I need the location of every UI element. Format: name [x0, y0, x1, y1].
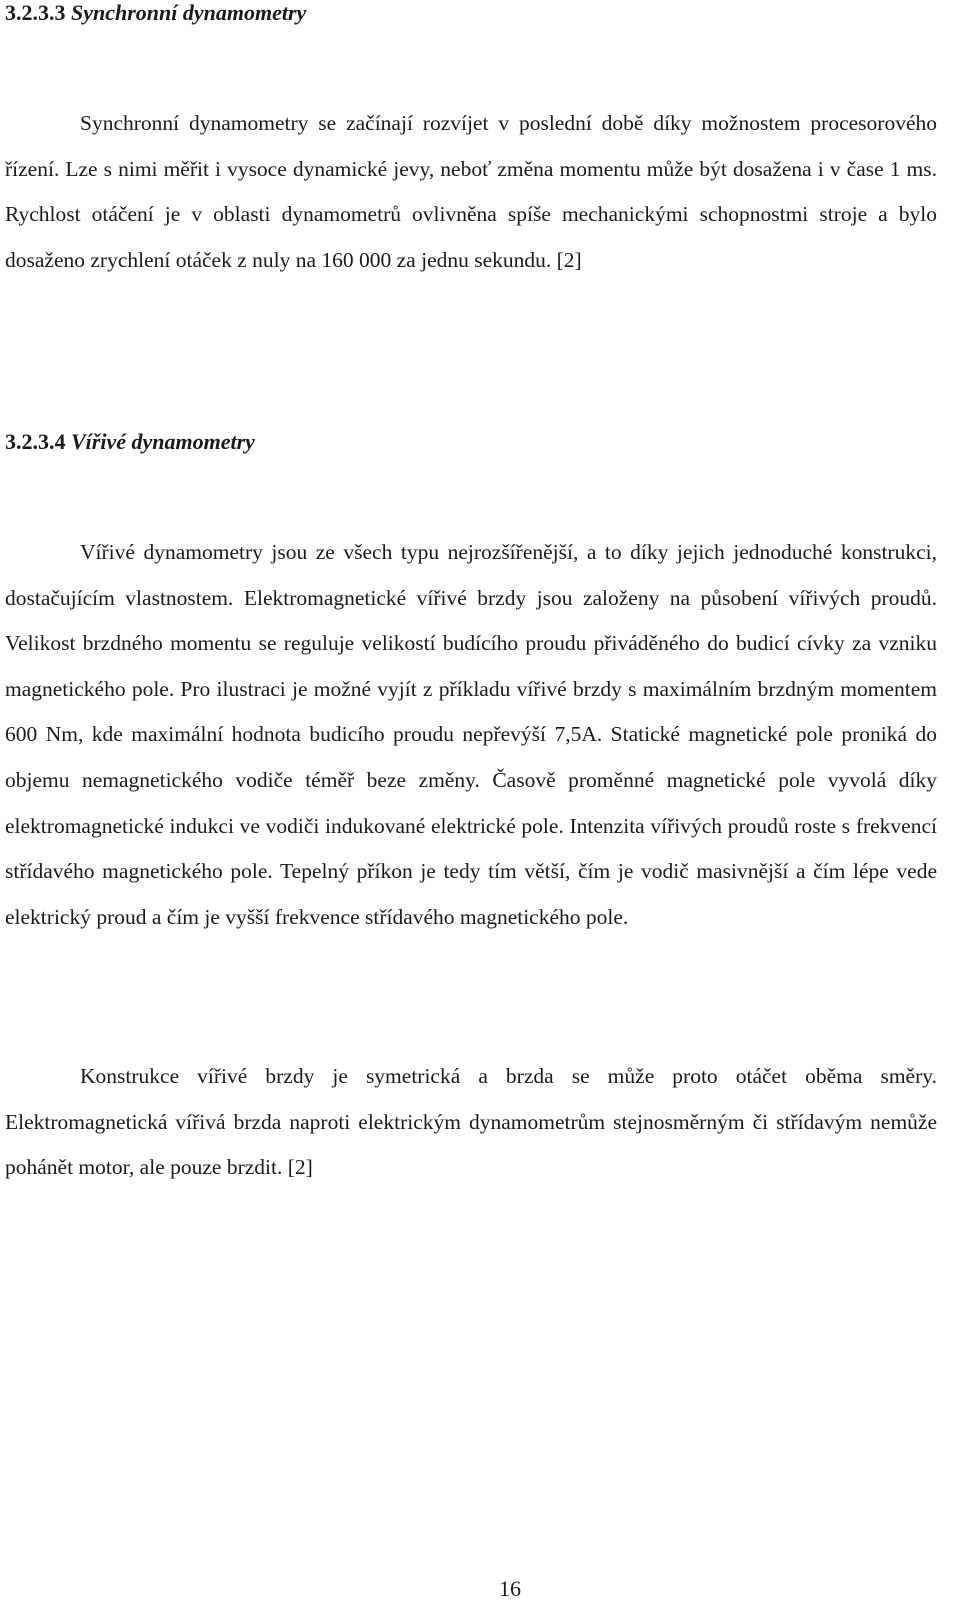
- page-number: 16: [499, 1576, 521, 1601]
- paragraph-synchronous-1: Synchronní dynamometry se začínají rozvíjet v poslední době díky možnostem procesorového řízení. Lze s nimi měřit i vysoce dynamické jevy, neboť změna momentu může být dosažena i v čase 1 ms. Rychlost otáčení je v oblasti dynamometrů ovlivněna spíše mechanickými schopnostmi stroje a bylo dosaženo zrychlení otáček z nuly na 160 000 za jednu sekundu. [2]: [5, 111, 937, 272]
- paragraph-eddy-current-2: Konstrukce vířivé brzdy je symetrická a brzda se může proto otáčet oběma směry. Elektromagnetická vířivá brzda naproti elektrickým dynamometrům stejnosměrným či střídavým nemůže pohánět motor, ale pouze brzdit. [2]: [5, 1064, 937, 1180]
- section-heading-synchronous: [5, 0, 306, 26]
- section-title: Vířivé dynamometry: [71, 429, 255, 454]
- section-heading-eddy-current: [5, 429, 255, 455]
- section-title: Synchronní dynamometry: [71, 0, 307, 25]
- section-number: 3.2.3.4: [5, 429, 66, 454]
- section-number: 3.2.3.3: [5, 0, 66, 25]
- paragraph-eddy-current-1: Vířivé dynamometry jsou ze všech typu nejrozšířenější, a to díky jejich jednoduché konstrukci, dostačujícím vlastnostem. Elektromagnetické vířivé brzdy jsou založeny na působení vířivých proudů. Velikost brzdného momentu se reguluje velikostí budícího proudu přiváděného do budicí cívky za vzniku magnetického pole. Pro ilustraci je možné vyjít z příkladu vířivé brzdy s maximálním brzdným momentem 600 Nm, kde maximální hodnota budicího proudu nepřevýší 7,5A. Statické magnetické pole proniká do objemu nemagnetického vodiče téměř beze změny. Časově proměnné magnetické pole vyvolá díky elektromagnetické indukci ve vodiči indukované elektrické pole. Intenzita vířivých proudů roste s frekvencí střídavého magnetického pole. Tepelný příkon je tedy tím větší, čím je vodič masivnější a čím lépe vede elektrický proud a čím je vyšší frekvence střídavého magnetického pole.: [5, 540, 937, 929]
